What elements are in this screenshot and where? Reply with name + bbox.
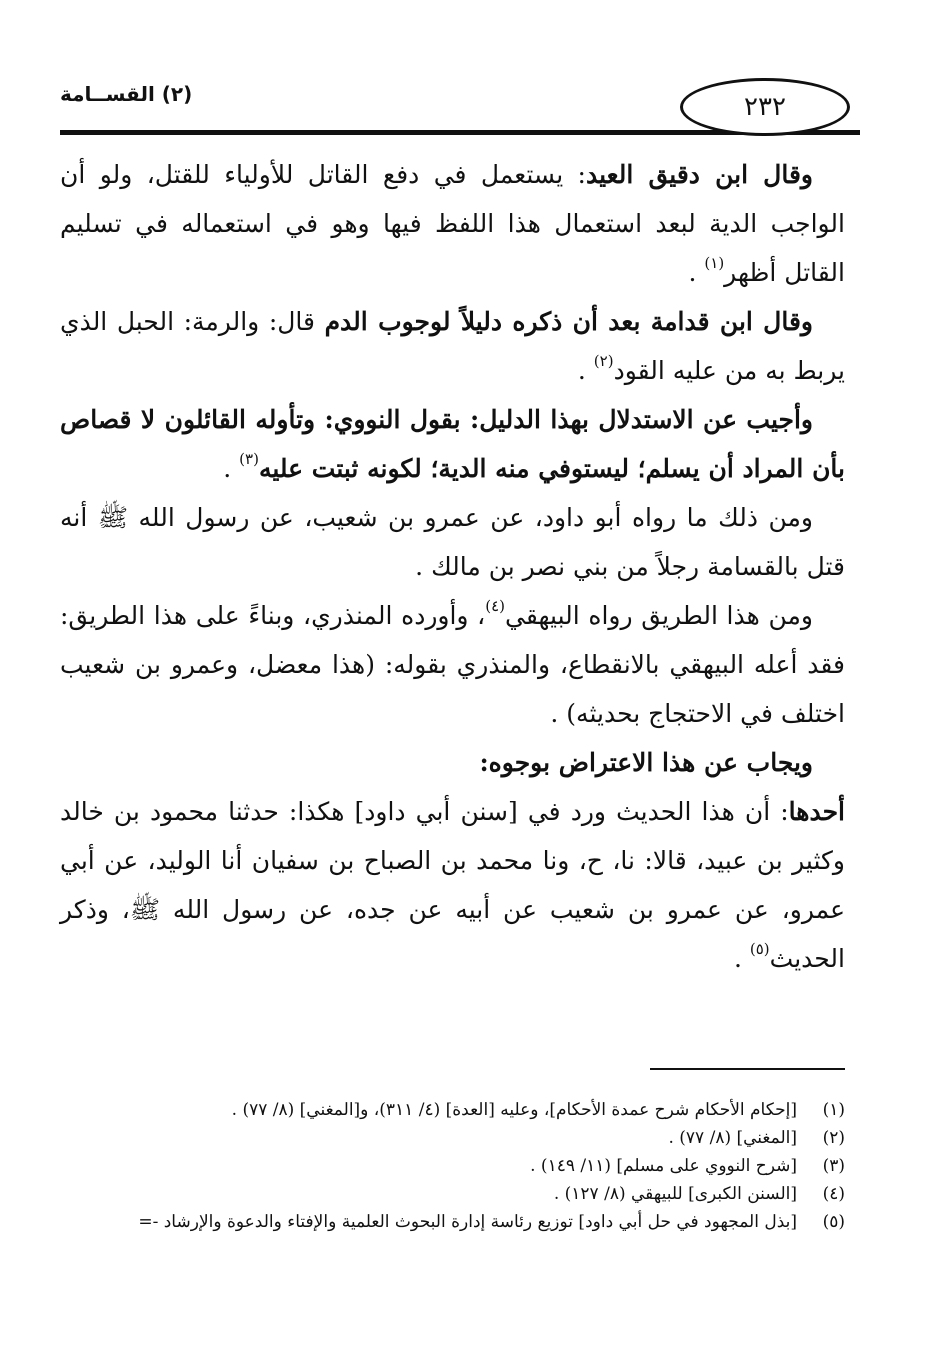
- paragraph: [60, 493, 845, 591]
- footnote: [60, 1180, 845, 1208]
- footnote-mark: (٥): [749, 939, 770, 958]
- paragraph: [60, 787, 845, 983]
- footnote-mark: (٢): [593, 351, 614, 370]
- main-text: [60, 150, 845, 983]
- page-header: [60, 70, 860, 140]
- paragraph-lead: ويجاب عن هذا الاعتراض بوجوه:: [479, 748, 813, 777]
- paragraph-end: .: [577, 356, 594, 385]
- footnote-mark: (٤): [485, 596, 506, 615]
- footnote-text: [شرح النووي على مسلم] (١١/ ١٤٩) .: [530, 1156, 797, 1176]
- paragraph: [60, 297, 845, 395]
- paragraph-lead: أحدها: [788, 797, 845, 826]
- page-number-text: ٢٣٢: [744, 92, 786, 122]
- footnote-number: (٣): [822, 1156, 845, 1176]
- paragraph-text: : أن هذا الحديث ورد في [سنن أبي داود] هكذا: حدثنا محمود بن خالد وكثير بن عبيد، قالا: نا، ح، ونا محمد بن الصباح بن سفيان أنا الوليد، عن أبي عمرو، عن عمرو بن شعيب عن أبيه عن جده، عن رسول الله ﷺ، وذكر الحديث: [60, 797, 845, 973]
- footnote: [60, 1208, 845, 1236]
- paragraph-lead: وقال ابن قدامة بعد أن ذكره دليلاً لوجوب الدم: [324, 307, 813, 336]
- paragraph-text: ومن هذا الطريق رواه البيهقي: [505, 601, 813, 630]
- paragraph: [60, 591, 845, 738]
- footnote-text: [بذل المجهود في حل أبي داود] توزيع رئاسة إدارة البحوث العلمية والإفتاء والدعوة والإرشاد -=: [138, 1212, 797, 1232]
- paragraph-lead: وقال ابن دقيق العيد: [585, 160, 813, 189]
- footnote-mark: (١): [704, 253, 725, 272]
- paragraph-text: قال: والرمة: الحبل الذي يربط به من عليه القود: [60, 307, 845, 385]
- footnote-text: [السنن الكبرى] للبيهقي (٨/ ١٢٧) .: [553, 1184, 797, 1204]
- footnote-number: (٢): [822, 1128, 845, 1148]
- paragraph-lead: وأجيب عن الاستدلال بهذا الدليل: بقول النووي: وتأوله القائلون لا قصاص بأن المراد أن يسلم؛ ليستوفي منه الدية؛ لكونه ثبتت عليه: [60, 405, 845, 483]
- running-title: (٢) القســامة: [60, 82, 193, 106]
- footnotes: [60, 1096, 845, 1236]
- footnote-number: (١): [822, 1100, 845, 1120]
- paragraph: [60, 738, 845, 787]
- paragraph-end: .: [223, 454, 240, 483]
- footnote: [60, 1096, 845, 1124]
- footnote-text: [المغني] (٨/ ٧٧) .: [668, 1128, 797, 1148]
- paragraph-text: : يستعمل في دفع القاتل للأولياء للقتل، ولو أن الواجب الدية لبعد استعمال هذا اللفظ فيها وهو في استعماله في تسليم القاتل أظهر: [60, 160, 845, 287]
- paragraph: [60, 395, 845, 493]
- paragraph: [60, 150, 845, 297]
- footnote-text: [إحكام الأحكام شرح عمدة الأحكام]، وعليه [العدة] (٤/ ٣١١)، و[المغني] (٨/ ٧٧) .: [231, 1100, 797, 1120]
- footnote: [60, 1152, 845, 1180]
- paragraph-end: .: [688, 258, 705, 287]
- paragraph-end: .: [733, 944, 750, 973]
- paragraph-text: ومن ذلك ما رواه أبو داود، عن عمرو بن شعيب، عن رسول الله ﷺ أنه قتل بالقسامة رجلاً من بني نصر بن مالك .: [60, 503, 845, 581]
- footnote-separator: [650, 1068, 845, 1070]
- paragraph-end: ، وأورده المنذري، وبناءً على هذا الطريق: فقد أعله البيهقي بالانقطاع، والمنذري بقوله: (هذا معضل، وعمرو بن شعيب اختلف في الاحتجاج بحديثه) .: [60, 601, 845, 728]
- footnote: [60, 1124, 845, 1152]
- footnote-number: (٥): [822, 1212, 845, 1232]
- footnote-mark: (٣): [239, 449, 259, 468]
- page-number: [680, 78, 850, 136]
- footnote-number: (٤): [822, 1184, 845, 1204]
